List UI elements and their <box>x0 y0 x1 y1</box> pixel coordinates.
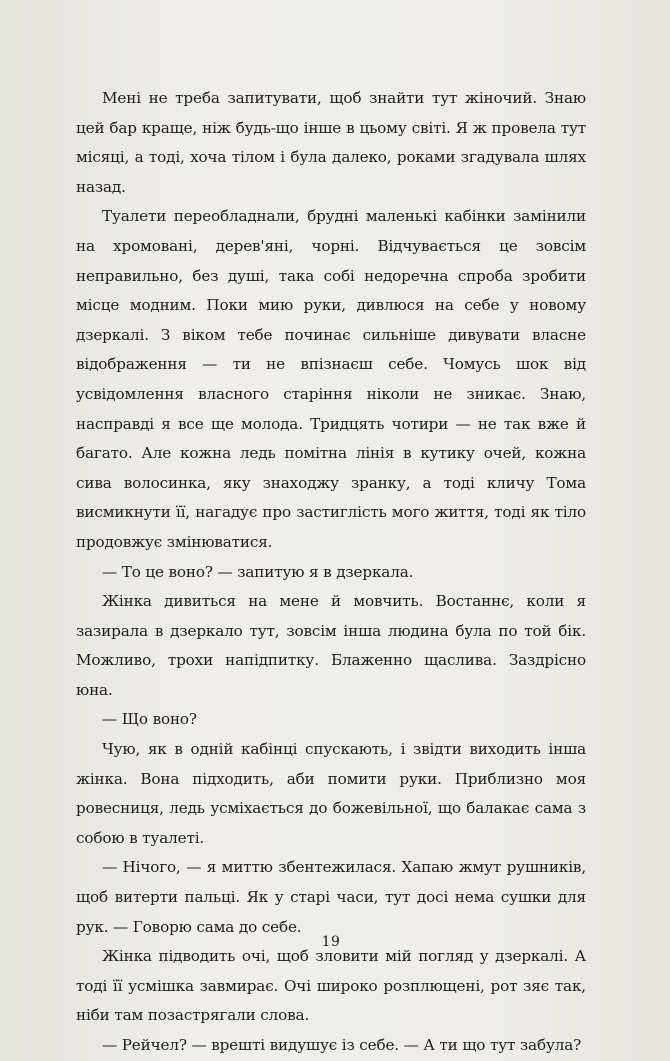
paragraph: — Нічого, — я миттю збентежилася. Хапаю жмут рушників, щоб витерти пальці. Як у старі часи, тут досі нема сушки для рук. — Говорю сама до себе. <box>76 858 586 936</box>
paragraph: — Рейчел? — врешті видушує із себе. — А ти що тут забула? <box>102 1036 582 1054</box>
paragraph: Туалети переобладнали, брудні маленькі кабінки замінили на хромовані, дерев'яні, чорні. Відчувається це зовсім неправильно, без душі, така собі недоречна спроба зробити місце модним. Поки мию руки, дивлюся на себе у новому дзеркалі. З віком тебе починає сильніше дивувати власне відображення — ти не впізнаєш себе. Чомусь шок від усвідомлення власного старіння ніколи не зникає. Знаю, насправді я все ще молода. Тридцять чотири — не так вже й багато. Але кожна ледь помітна лінія в кутику очей, кожна сива волосинка, яку знаходжу зранку, а тоді кличу Тома висмикнути її, нагадує про застиглість мого життя, тоді як тіло продовжує змінюватися. <box>76 207 586 551</box>
paragraph: Жінка дивиться на мене й мовчить. Востаннє, коли я зазирала в дзеркало тут, зовсім інша людина була по той бік. Можливо, трохи напідпитку. Блаженно щаслива. Заздрісно юна. <box>76 592 586 699</box>
page-number: 19 <box>321 934 341 950</box>
book-page <box>76 84 586 1054</box>
text-body <box>76 84 586 1061</box>
paragraph: Жінка підводить очі, щоб зловити мій погляд у дзеркалі. А тоді її усмішка завмирає. Очі широко розплющені, рот зяє так, ніби там позастрягали слова. <box>76 947 586 1025</box>
paragraph: Чую, як в одній кабінці спускають, і звідти виходить інша жінка. Вона підходить, аби помити руки. Приблизно моя ровесниця, ледь усміхається до божевільної, що балакає сама з собою в туалеті. <box>76 740 586 847</box>
paragraph: — Що воно? <box>102 710 197 729</box>
paragraph: — То це воно? — запитую я в дзеркала. <box>102 562 414 581</box>
paragraph: Мені не треба запитувати, щоб знайти тут жіночий. Знаю цей бар краще, ніж будь-що інше в цьому світі. Я ж провела тут місяці, а тоді, хоча тілом і була далеко, роками згадувала шлях назад. <box>76 89 586 196</box>
